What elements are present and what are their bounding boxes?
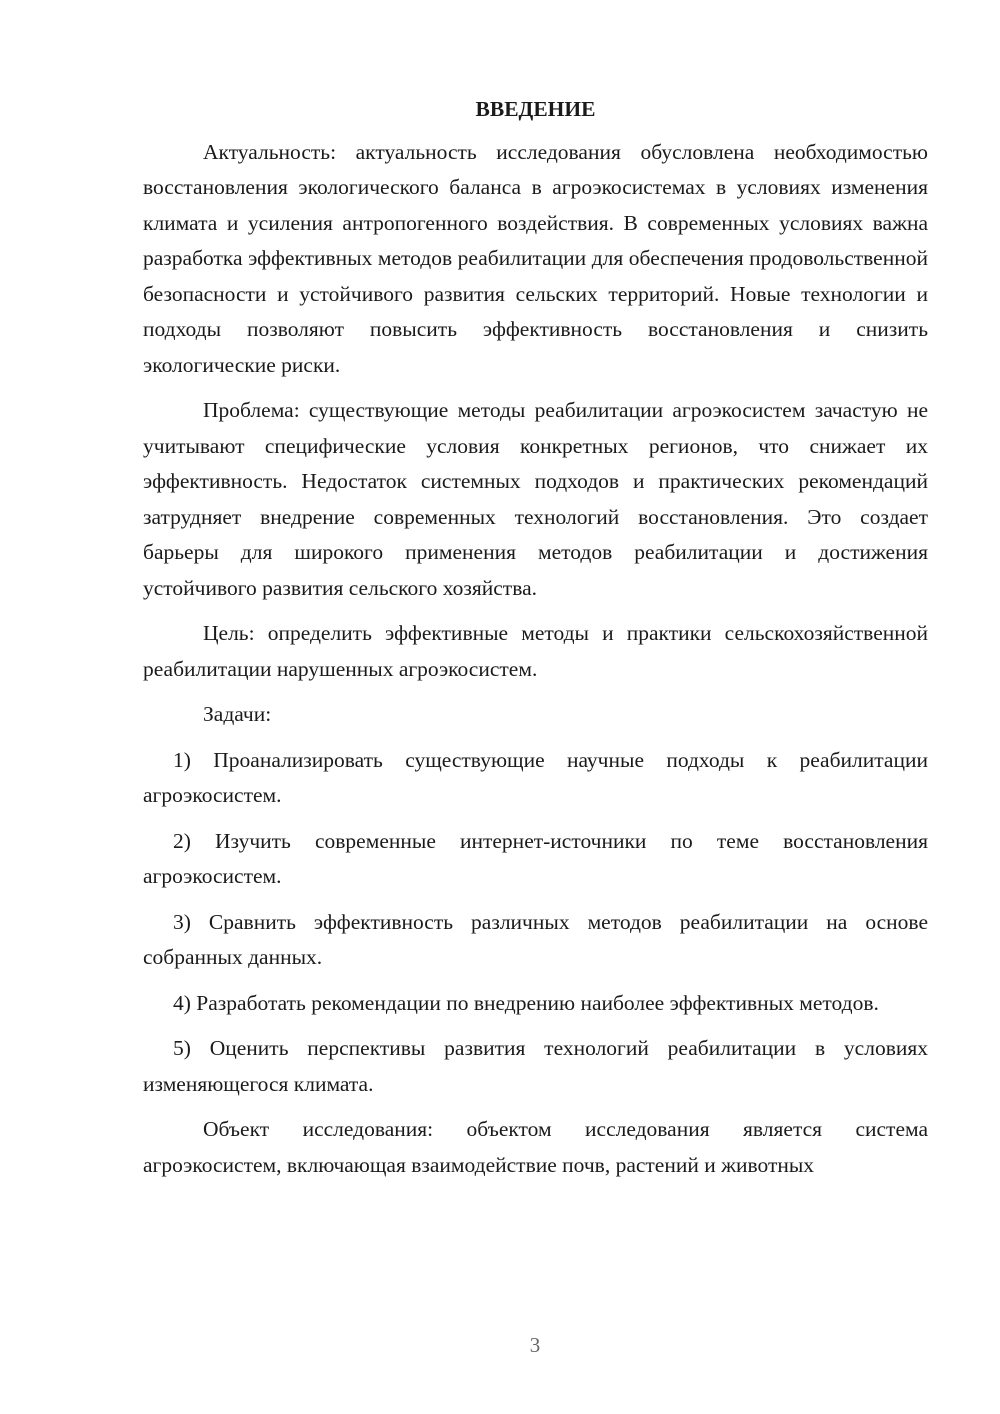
page-number: 3 <box>529 1333 541 1357</box>
goal-paragraph: Цель: определить эффективные методы и практики сельскохозяйственной реабилитации нарушенных агроэкосистем. <box>143 621 928 681</box>
task-item-5: 5) Оценить перспективы развития технологий реабилитации в условиях изменяющегося климата. <box>143 1036 928 1096</box>
document-page <box>143 92 928 1193</box>
relevance-paragraph: Актуальность: актуальность исследования обусловлена необходимостью восстановления экологического баланса в агроэкосистемах в условиях изменения климата и усиления антропогенного воздействия. В современных условиях важна разработка эффективных методов реабилитации для обеспечения продовольственной безопасности и устойчивого развития сельских территорий. Новые технологии и подходы позволяют повысить эффективность восстановления и снизить экологические риски. <box>143 139 928 377</box>
section-heading: ВВЕДЕНИЕ <box>475 97 596 121</box>
task-item-1: 1) Проанализировать существующие научные подходы к реабилитации агроэкосистем. <box>143 747 928 807</box>
task-item-3: 3) Сравнить эффективность различных методов реабилитации на основе собранных данных. <box>143 909 928 969</box>
tasks-label: Задачи: <box>203 702 272 726</box>
task-item-2: 2) Изучить современные интернет-источники по теме восстановления агроэкосистем. <box>143 828 928 888</box>
problem-paragraph: Проблема: существующие методы реабилитации агроэкосистем зачастую не учитывают специфические условия конкретных регионов, что снижает их эффективность. Недостаток системных подходов и практических рекомендаций затрудняет внедрение современных технологий восстановления. Это создает барьеры для широкого применения методов реабилитации и достижения устойчивого развития сельского хозяйства. <box>143 398 928 600</box>
task-item-4: 4) Разработать рекомендации по внедрению наиболее эффективных методов. <box>173 990 879 1015</box>
object-paragraph: Объект исследования: объектом исследования является система агроэкосистем, включающая взаимодействие почв, растений и животных <box>143 1117 928 1177</box>
